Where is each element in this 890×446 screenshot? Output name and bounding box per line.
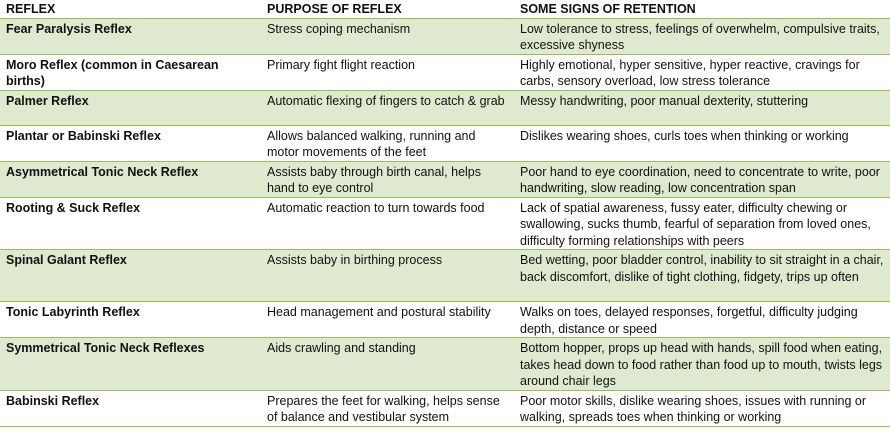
reflex-name: Tonic Labyrinth Reflex (0, 302, 262, 338)
table-row (0, 197, 890, 250)
reflex-name: Asymmetrical Tonic Neck Reflex (0, 161, 262, 197)
retention-signs: Poor hand to eye coordination, need to concentrate to write, poor handwriting, slow reading, low concentration span (515, 161, 890, 197)
reflex-name: Fear Paralysis Reflex (0, 18, 262, 54)
reflex-purpose: Head management and postural stability (262, 302, 515, 338)
reflex-name: Spinal Galant Reflex (0, 250, 262, 302)
retention-signs: Bottom hopper, props up head with hands, spill food when eating, takes head down to food rather than food up to mouth, twists legs around chair legs (515, 338, 890, 391)
table-row (0, 161, 890, 197)
header-reflex: REFLEX (0, 0, 262, 18)
reflex-name: Babinski Reflex (0, 390, 262, 426)
header-row (0, 0, 890, 18)
table-row (0, 338, 890, 391)
table-row (0, 90, 890, 125)
table-row (0, 54, 890, 90)
table-row (0, 18, 890, 54)
reflex-purpose: Prepares the feet for walking, helps sense of balance and vestibular system (262, 390, 515, 426)
retention-signs: Highly emotional, hyper sensitive, hyper reactive, cravings for carbs, sensory overload, low stress tolerance (515, 54, 890, 90)
retention-signs: Poor motor skills, dislike wearing shoes, issues with running or walking, spreads toes when thinking or working (515, 390, 890, 426)
reflex-purpose: Automatic reaction to turn towards food (262, 197, 515, 250)
retention-signs: Walks on toes, delayed responses, forgetful, difficulty judging depth, distance or speed (515, 302, 890, 338)
retention-signs: Bed wetting, poor bladder control, inability to sit straight in a chair, back discomfort, dislike of tight clothing, fidgety, trips up often (515, 250, 890, 302)
retention-signs: Dislikes wearing shoes, curls toes when thinking or working (515, 125, 890, 161)
table-row (0, 302, 890, 338)
reflex-purpose: Primary fight flight reaction (262, 54, 515, 90)
header-purpose: PURPOSE OF REFLEX (262, 0, 515, 18)
reflex-name: Symmetrical Tonic Neck Reflexes (0, 338, 262, 391)
reflex-purpose: Allows balanced walking, running and motor movements of the feet (262, 125, 515, 161)
table-row (0, 390, 890, 426)
reflex-purpose: Stress coping mechanism (262, 18, 515, 54)
reflex-purpose: Assists baby through birth canal, helps hand to eye control (262, 161, 515, 197)
reflex-name: Rooting & Suck Reflex (0, 197, 262, 250)
reflex-purpose: Aids crawling and standing (262, 338, 515, 391)
reflex-purpose: Automatic flexing of fingers to catch & grab (262, 90, 515, 125)
reflex-purpose: Assists baby in birthing process (262, 250, 515, 302)
reflex-name: Palmer Reflex (0, 90, 262, 125)
table-row (0, 125, 890, 161)
retention-signs: Lack of spatial awareness, fussy eater, difficulty chewing or swallowing, sucks thumb, fearful of separation from loved ones, difficulty forming relationships with peers (515, 197, 890, 250)
retention-signs: Low tolerance to stress, feelings of overwhelm, compulsive traits, excessive shyness (515, 18, 890, 54)
reflex-name: Moro Reflex (common in Caesarean births) (0, 54, 262, 90)
header-signs: SOME SIGNS OF RETENTION (515, 0, 890, 18)
retention-signs: Messy handwriting, poor manual dexterity, stuttering (515, 90, 890, 125)
table-row (0, 250, 890, 302)
reflex-name: Plantar or Babinski Reflex (0, 125, 262, 161)
